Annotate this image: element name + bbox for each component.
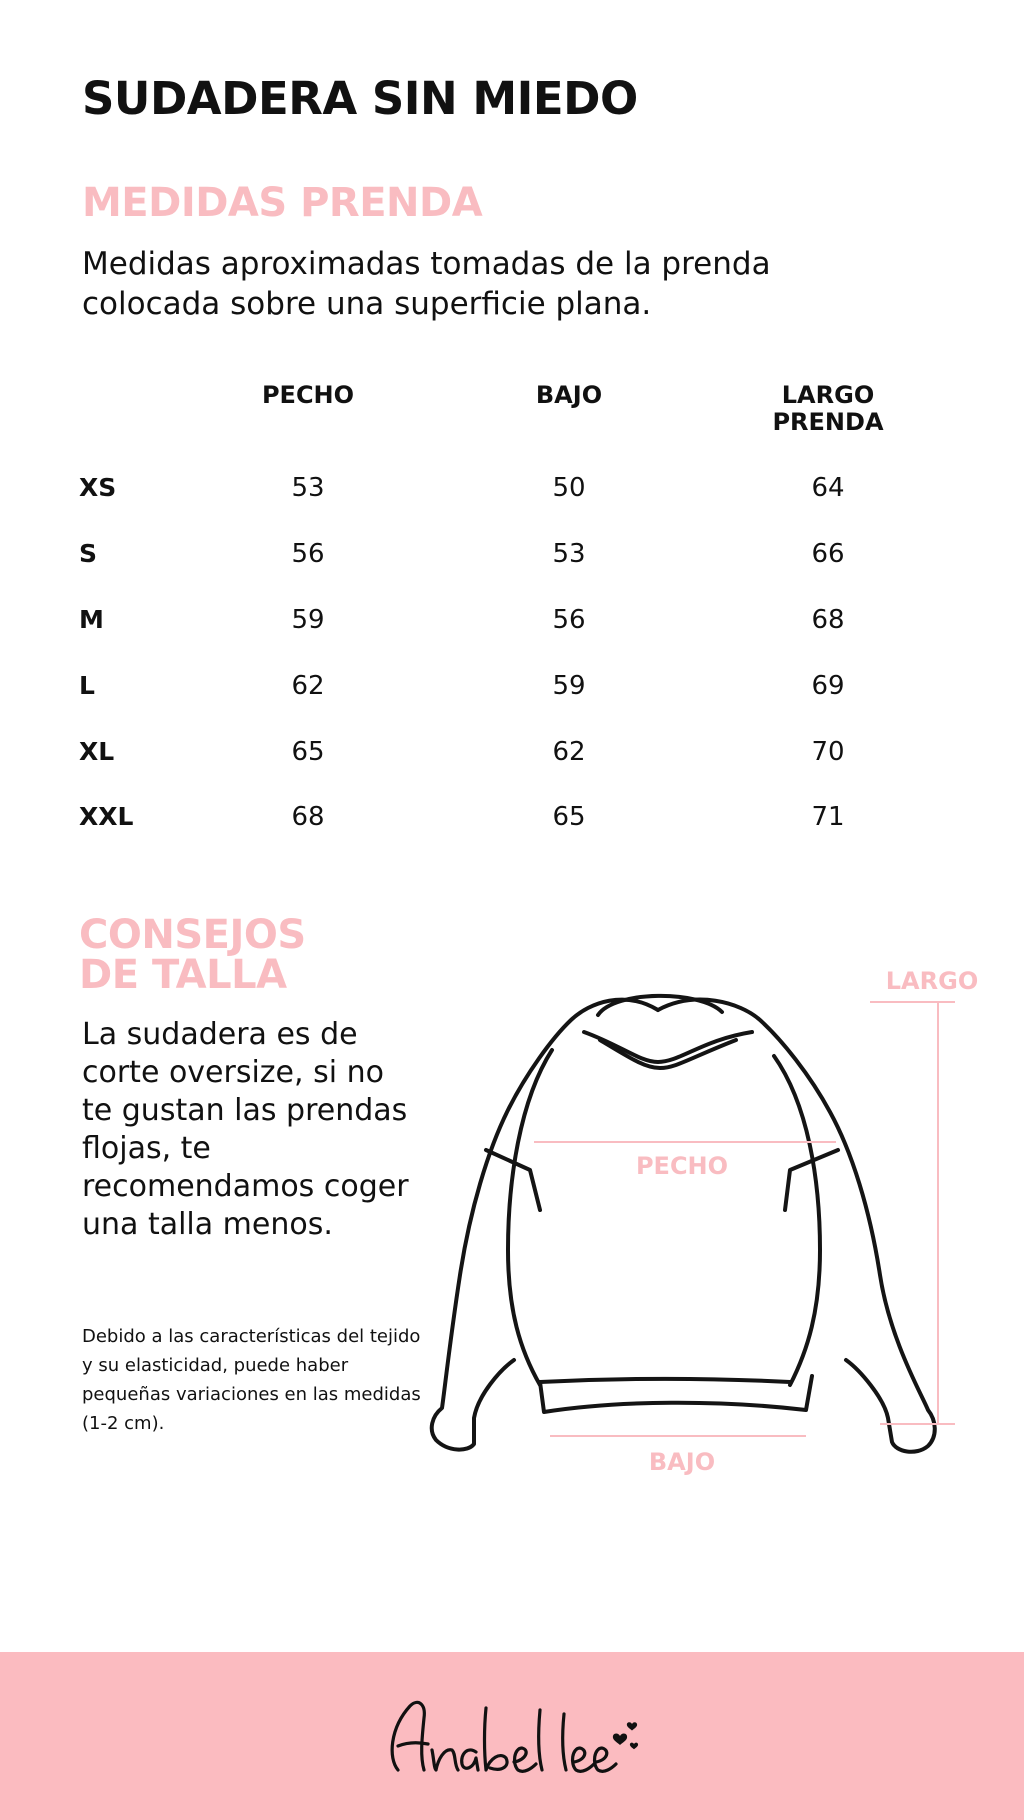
- pecho-value: 56: [291, 539, 325, 569]
- size-label: XS: [79, 473, 117, 502]
- measure-lines: [534, 1002, 955, 1436]
- size-label: L: [79, 671, 95, 700]
- size-label: S: [79, 539, 98, 568]
- bajo-value: 65: [552, 802, 586, 832]
- tips-body: La sudadera es de corte oversize, si no te gustan las prendas flojas, te recomendamos coger una talla menos.: [82, 1017, 409, 1242]
- largo-value: 71: [811, 802, 845, 832]
- heart-icon: [613, 1722, 638, 1749]
- size-label: XL: [79, 737, 115, 766]
- pecho-value: 65: [291, 737, 325, 767]
- pecho-label: PECHO: [635, 1152, 729, 1180]
- tips-note: Debido a las características del tejido y su elasticidad, puede haber pequeñas variaciones en las medidas (1-2 cm).: [82, 1326, 421, 1434]
- bajo-value: 50: [552, 473, 586, 503]
- hoodie-diagram: [420, 960, 980, 1480]
- pecho-value: 62: [291, 671, 325, 701]
- largo-value: 69: [811, 671, 845, 701]
- measures-heading: MEDIDAS PRENDA: [82, 180, 483, 226]
- column-header-largo: LARGO PRENDA: [772, 381, 884, 436]
- pecho-value: 53: [291, 473, 325, 503]
- bajo-value: 62: [552, 737, 586, 767]
- bajo-label: BAJO: [648, 1448, 716, 1476]
- bajo-value: 56: [552, 605, 586, 635]
- column-header-bajo: BAJO: [535, 381, 603, 409]
- tips-heading: CONSEJOS DE TALLA: [79, 912, 306, 998]
- hoodie-outline-icon: [432, 996, 935, 1452]
- largo-value: 64: [811, 473, 845, 503]
- largo-label: LARGO: [885, 967, 979, 995]
- column-header-pecho: PECHO: [261, 381, 355, 409]
- anabel-lee-logo: [380, 1688, 650, 1788]
- page-title: SUDADERA SIN MIEDO: [82, 72, 638, 125]
- largo-value: 68: [811, 605, 845, 635]
- largo-value: 66: [811, 539, 845, 569]
- size-label: M: [79, 605, 104, 634]
- largo-value: 70: [811, 737, 845, 767]
- bajo-value: 59: [552, 671, 586, 701]
- measures-intro: Medidas aproximadas tomadas de la prenda colocada sobre una superficie plana.: [82, 246, 771, 322]
- bajo-value: 53: [552, 539, 586, 569]
- size-label: XXL: [79, 802, 134, 831]
- pecho-value: 59: [291, 605, 325, 635]
- pecho-value: 68: [291, 802, 325, 832]
